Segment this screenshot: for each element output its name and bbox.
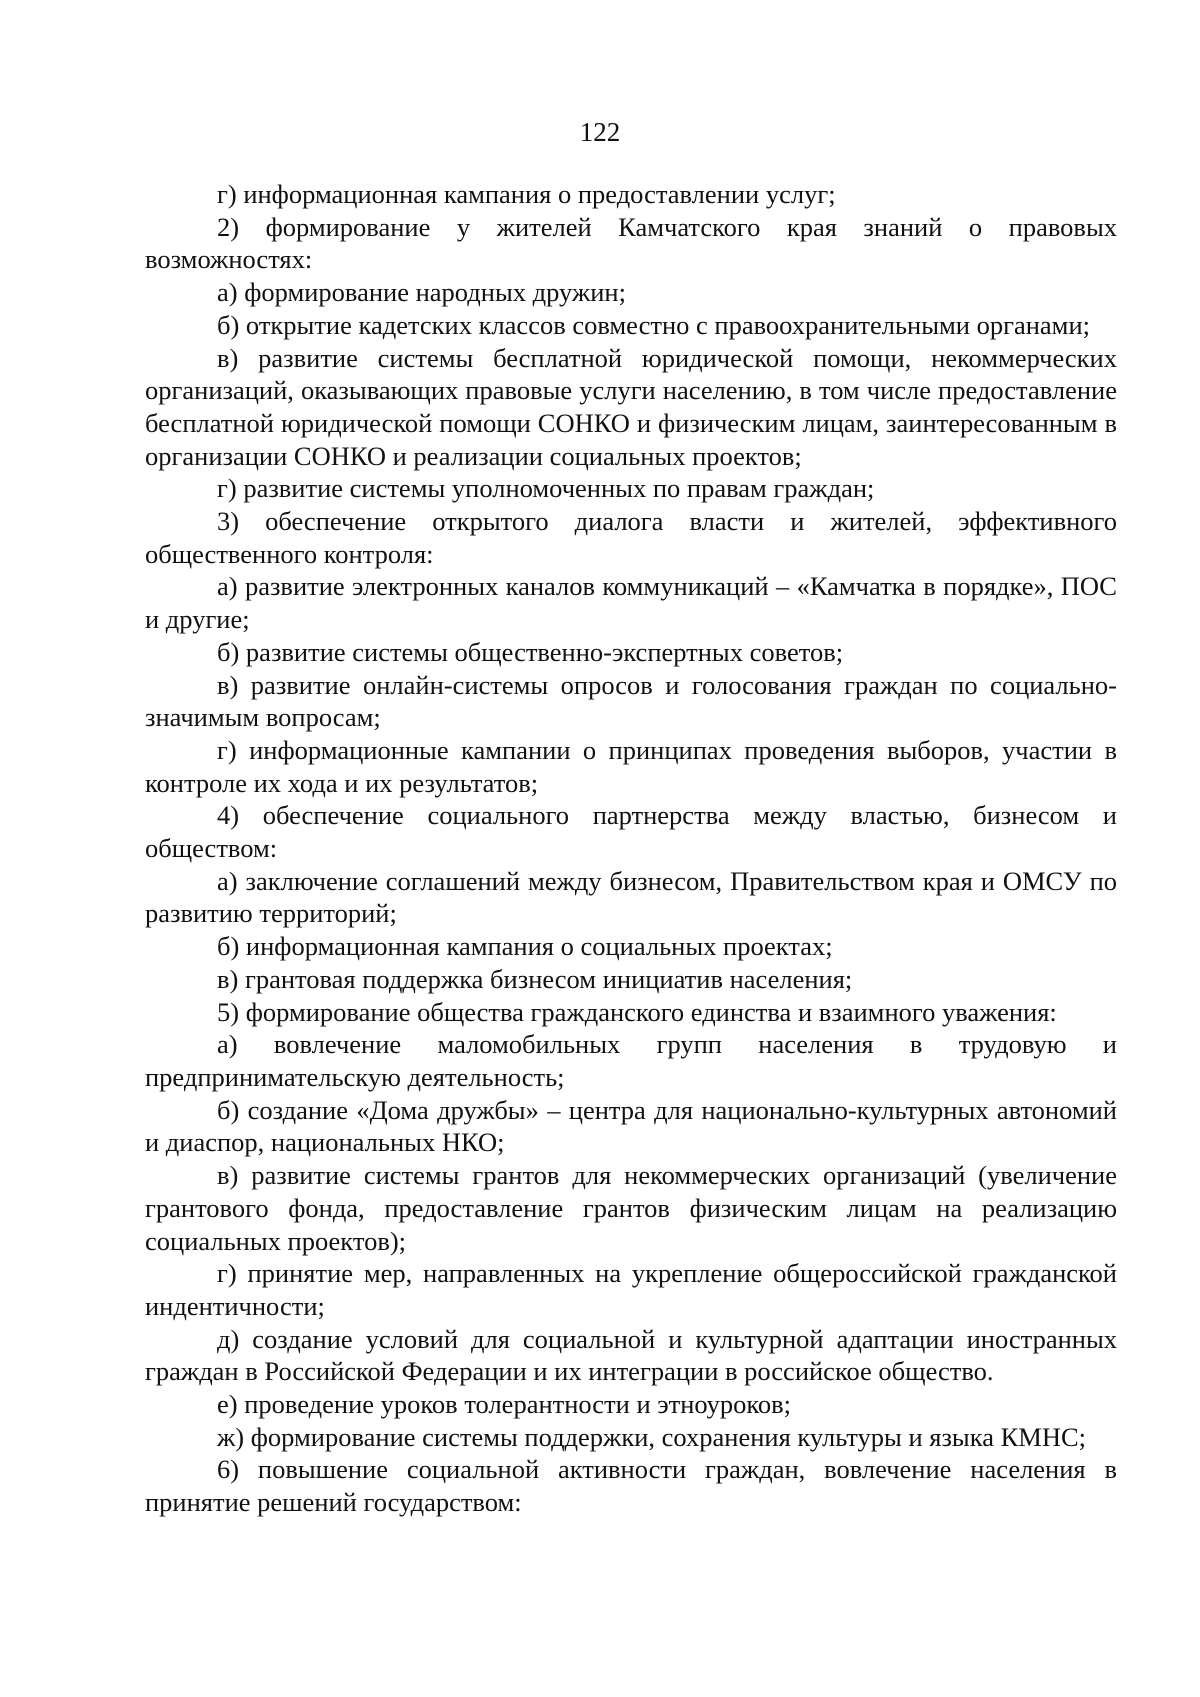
paragraph: д) создание условий для социальной и культурной адаптации иностранных граждан в Российской Федерации и их интеграции в российское общество. [145, 1323, 1117, 1387]
paragraph: б) открытие кадетских классов совместно с правоохранительными органами; [217, 309, 1090, 340]
document-body [145, 178, 1117, 1519]
paragraph: б) информационная кампания о социальных проектах; [217, 931, 833, 962]
paragraph: а) формирование народных дружин; [217, 277, 626, 308]
paragraph: б) развитие системы общественно-экспертных советов; [217, 636, 844, 667]
paragraph: ж) формирование системы поддержки, сохранения культуры и языка КМНС; [217, 1421, 1086, 1452]
paragraph: 3) обеспечение открытого диалога власти и жителей, эффективного общественного контроля: [145, 506, 1117, 569]
paragraph: а) заключение соглашений между бизнесом, Правительством края и ОМСУ по развитию территорий; [145, 865, 1117, 929]
paragraph: е) проведение уроков толерантности и этноуроков; [217, 1389, 792, 1420]
paragraph: 2) формирование у жителей Камчатского края знаний о правовых возможностях: [145, 211, 1117, 275]
paragraph: а) вовлечение маломобильных групп населения в трудовую и предпринимательскую деятельность; [145, 1029, 1117, 1092]
paragraph: а) развитие электронных каналов коммуникаций – «Камчатка в порядке», ПОС и другие; [145, 571, 1117, 635]
paragraph: 6) повышение социальной активности граждан, вовлечение населения в принятие решений государством: [145, 1454, 1117, 1518]
paragraph: г) развитие системы уполномоченных по правам граждан; [217, 473, 875, 504]
paragraph: г) информационная кампания о предоставлении услуг; [217, 179, 836, 209]
page-number: 122 [579, 117, 621, 147]
paragraph: б) создание «Дома дружбы» – центра для национально-культурных автономий и диаспор, национальных НКО; [145, 1094, 1117, 1158]
paragraph: в) развитие системы грантов для некоммерческих организаций (увеличение грантового фонда, предоставление грантов физическим лицам на реализацию социальных проектов); [145, 1160, 1117, 1256]
paragraph: в) развитие онлайн-системы опросов и голосования граждан по социально-значимым вопросам; [145, 669, 1117, 733]
paragraph: в) развитие системы бесплатной юридической помощи, некоммерческих организаций, оказывающих правовые услуги населению, в том числе предоставление бесплатной юридической помощи СОНКО и физическим лицам, заинтересованным в организации СОНКО и реализации социальных проектов; [145, 342, 1117, 471]
paragraph: в) грантовая поддержка бизнесом инициатив населения; [217, 963, 853, 994]
paragraph: г) принятие мер, направленных на укрепление общероссийской гражданской индентичности; [145, 1258, 1117, 1321]
paragraph: 5) формирование общества гражданского единства и взаимного уважения: [217, 996, 1057, 1027]
paragraph: г) информационные кампании о принципах проведения выборов, участии в контроле их хода и их результатов; [145, 734, 1117, 798]
paragraph: 4) обеспечение социального партнерства между властью, бизнесом и обществом: [145, 800, 1117, 864]
